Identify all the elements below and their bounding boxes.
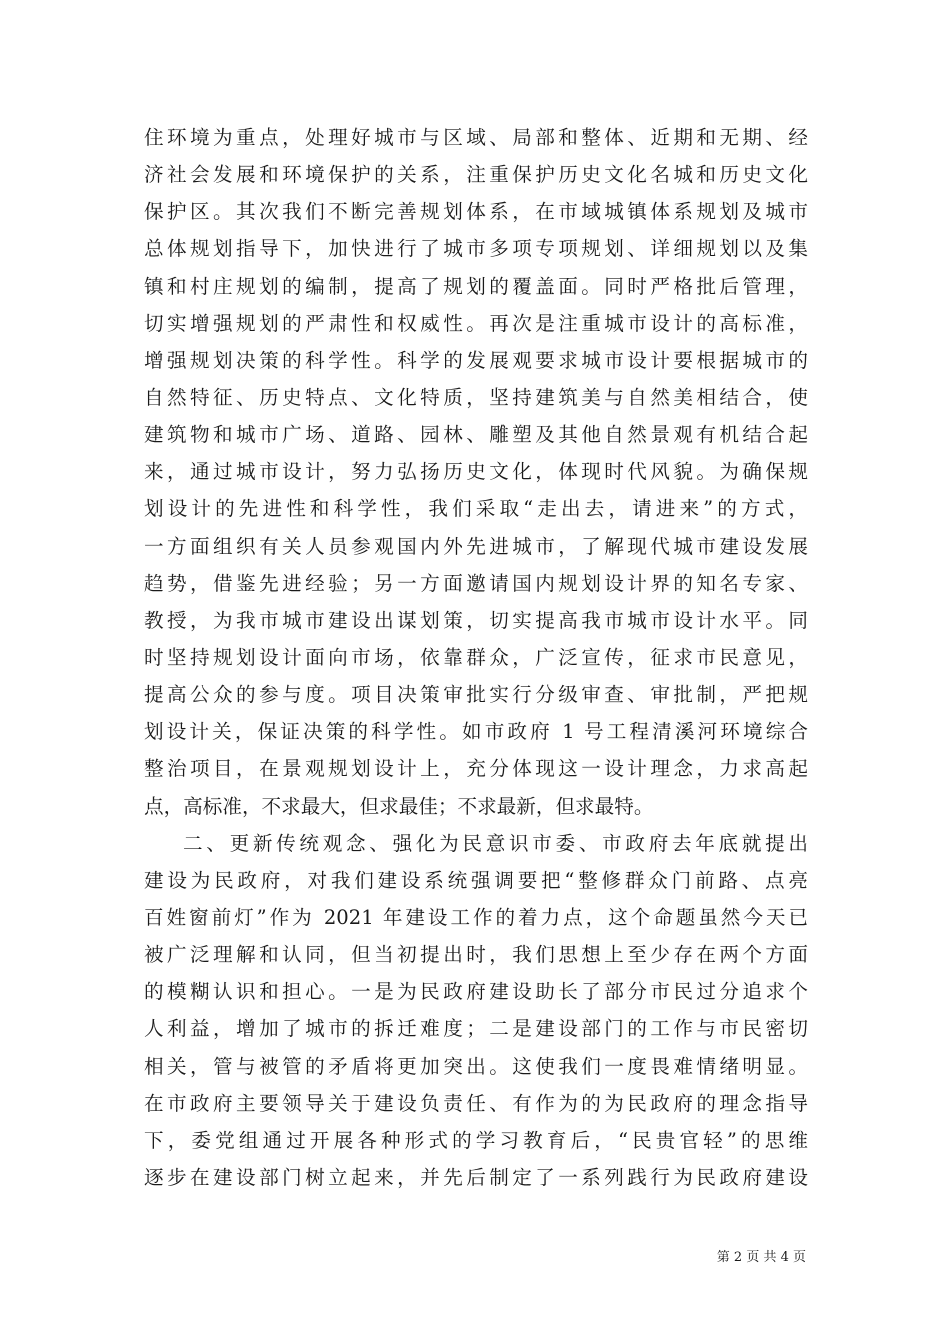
text-line: 来，通过城市设计，努力弘扬历史文化，体现时代风貌。为确保规 (144, 460, 808, 484)
text-line: 人利益，增加了城市的拆迁难度；二是建设部门的工作与市民密切 (144, 1017, 808, 1041)
text-line: 划设计关，保证决策的科学性。如市政府 1 号工程清溪河环境综合 (144, 720, 808, 744)
text-line: 的模糊认识和担心。一是为民政府建设助长了部分市民过分追求个 (144, 980, 808, 1004)
paragraph-end-line: 点，高标准，不求最大，但求最佳；不求最新，但求最特。 (144, 794, 654, 818)
text-line: 百姓窗前灯”作为 2021 年建设工作的着力点，这个命题虽然今天已 (144, 905, 808, 929)
page-number-footer: 第 2 页 共 4 页 (716, 1250, 806, 1265)
text-line: 建设为民政府，对我们建设系统强调要把“整修群众门前路、点亮 (144, 868, 808, 892)
text-line: 保护区。其次我们不断完善规划体系，在市域城镇体系规划及城市 (144, 200, 808, 224)
text-line: 下，委党组通过开展各种形式的学习教育后，“民贵官轻”的思维 (144, 1128, 808, 1152)
text-line: 一方面组织有关人员参观国内外先进城市，了解现代城市建设发展 (144, 534, 808, 558)
body-text (144, 119, 808, 1196)
text-line: 增强规划决策的科学性。科学的发展观要求城市设计要根据城市的 (144, 348, 808, 372)
text-line: 在市政府主要领导关于建设负责任、有作为的为民政府的理念指导 (144, 1091, 808, 1115)
text-line: 总体规划指导下，加快进行了城市多项专项规划、详细规划以及集 (144, 237, 808, 261)
paragraph-start-line: 二、更新传统观念、强化为民意识市委、市政府去年底就提出 (183, 831, 808, 855)
text-line: 被广泛理解和认同，但当初提出时，我们思想上至少存在两个方面 (144, 943, 808, 967)
text-line: 镇和村庄规划的编制，提高了规划的覆盖面。同时严格批后管理， (144, 274, 808, 298)
text-line: 切实增强规划的严肃性和权威性。再次是注重城市设计的高标准， (144, 311, 808, 335)
text-line: 逐步在建设部门树立起来，并先后制定了一系列践行为民政府建设 (144, 1165, 808, 1189)
text-line: 整治项目，在景观规划设计上，充分体现这一设计理念，力求高起 (144, 757, 808, 781)
text-line: 建筑物和城市广场、道路、园林、雕塑及其他自然景观有机结合起 (144, 423, 808, 447)
text-line: 住环境为重点，处理好城市与区域、局部和整体、近期和无期、经 (144, 126, 808, 149)
text-line: 趋势，借鉴先进经验；另一方面邀请国内规划设计界的知名专家、 (144, 571, 808, 595)
text-line: 提高公众的参与度。项目决策审批实行分级审查、审批制，严把规 (144, 683, 808, 707)
text-line: 自然特征、历史特点、文化特质，坚持建筑美与自然美相结合，使 (144, 385, 808, 409)
text-line: 相关，管与被管的矛盾将更加突出。这使我们一度畏难情绪明显。 (144, 1054, 808, 1078)
text-line: 时坚持规划设计面向市场，依靠群众，广泛宣传，征求市民意见， (144, 645, 808, 669)
text-line: 济社会发展和环境保护的关系，注重保护历史文化名城和历史文化 (144, 163, 808, 187)
text-line: 教授，为我市城市建设出谋划策，切实提高我市城市设计水平。同 (144, 608, 808, 632)
text-line: 划设计的先进性和科学性，我们采取“走出去，请进来”的方式， (144, 497, 808, 521)
